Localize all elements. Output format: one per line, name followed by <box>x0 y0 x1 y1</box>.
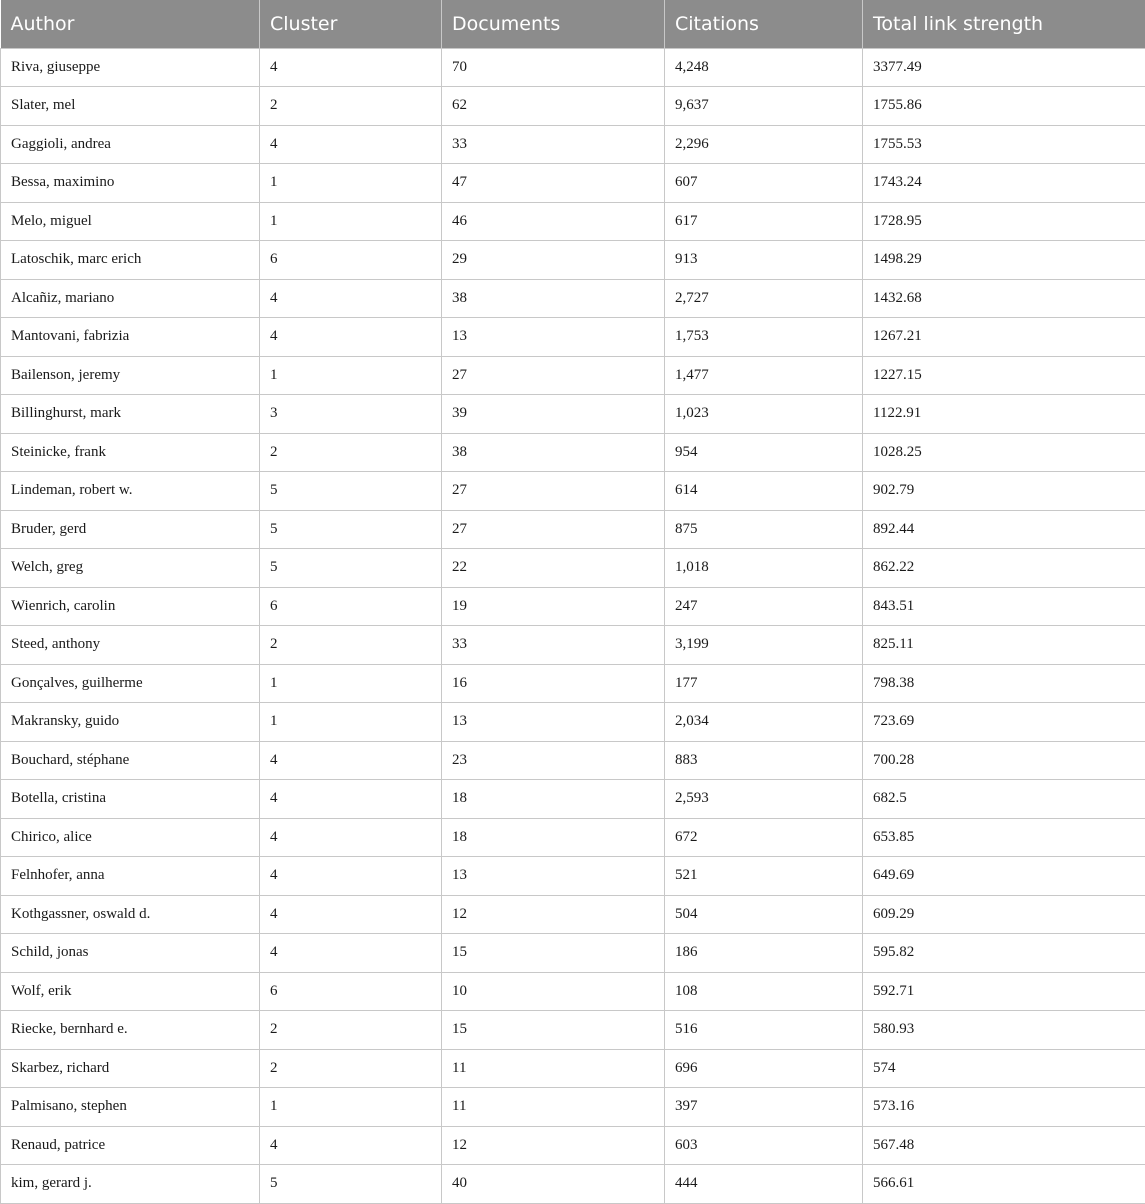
table-row <box>1 703 1145 742</box>
table-row <box>1 510 1145 549</box>
author-cell: Bailenson, jeremy <box>1 356 260 395</box>
total-link-strength-cell: 1432.68 <box>863 279 1145 318</box>
table-row <box>1 626 1145 665</box>
citations-cell: 108 <box>665 972 863 1011</box>
header-author: Author <box>1 0 260 48</box>
total-link-strength-cell: 595.82 <box>863 934 1145 973</box>
author-cell: Makransky, guido <box>1 703 260 742</box>
table-row <box>1 164 1145 203</box>
total-link-strength-cell: 843.51 <box>863 587 1145 626</box>
citations-cell: 913 <box>665 241 863 280</box>
table-row <box>1 1049 1145 1088</box>
total-link-strength-cell: 573.16 <box>863 1088 1145 1127</box>
citations-cell: 516 <box>665 1011 863 1050</box>
documents-cell: 19 <box>442 587 665 626</box>
cluster-cell: 1 <box>260 703 442 742</box>
cluster-cell: 5 <box>260 1165 442 1204</box>
header-row <box>1 0 1145 48</box>
total-link-strength-cell: 1743.24 <box>863 164 1145 203</box>
total-link-strength-cell: 798.38 <box>863 664 1145 703</box>
header-citations: Citations <box>665 0 863 48</box>
total-link-strength-cell: 1755.53 <box>863 125 1145 164</box>
cluster-cell: 4 <box>260 125 442 164</box>
table-row <box>1 433 1145 472</box>
documents-cell: 39 <box>442 395 665 434</box>
author-cell: Bessa, maximino <box>1 164 260 203</box>
author-cell: Mantovani, fabrizia <box>1 318 260 357</box>
cluster-cell: 5 <box>260 472 442 511</box>
cluster-cell: 6 <box>260 587 442 626</box>
table-body <box>1 48 1145 1203</box>
header-cluster: Cluster <box>260 0 442 48</box>
header-total-link-strength: Total link strength <box>863 0 1145 48</box>
total-link-strength-cell: 3377.49 <box>863 48 1145 87</box>
citations-cell: 1,018 <box>665 549 863 588</box>
total-link-strength-cell: 580.93 <box>863 1011 1145 1050</box>
documents-cell: 12 <box>442 895 665 934</box>
author-cell: Gonçalves, guilherme <box>1 664 260 703</box>
table-row <box>1 1088 1145 1127</box>
author-cell: Skarbez, richard <box>1 1049 260 1088</box>
documents-cell: 22 <box>442 549 665 588</box>
citations-cell: 1,477 <box>665 356 863 395</box>
citations-cell: 444 <box>665 1165 863 1204</box>
cluster-cell: 2 <box>260 1011 442 1050</box>
citations-cell: 607 <box>665 164 863 203</box>
documents-cell: 15 <box>442 934 665 973</box>
cluster-cell: 5 <box>260 549 442 588</box>
table-row <box>1 587 1145 626</box>
cluster-cell: 1 <box>260 1088 442 1127</box>
author-cell: Latoschik, marc erich <box>1 241 260 280</box>
total-link-strength-cell: 825.11 <box>863 626 1145 665</box>
citations-cell: 397 <box>665 1088 863 1127</box>
table-row <box>1 972 1145 1011</box>
citations-cell: 1,023 <box>665 395 863 434</box>
cluster-cell: 1 <box>260 356 442 395</box>
cluster-cell: 1 <box>260 664 442 703</box>
table-row <box>1 356 1145 395</box>
table-row <box>1 318 1145 357</box>
citations-cell: 672 <box>665 818 863 857</box>
total-link-strength-cell: 609.29 <box>863 895 1145 934</box>
table-row <box>1 87 1145 126</box>
cluster-cell: 4 <box>260 857 442 896</box>
author-cell: Slater, mel <box>1 87 260 126</box>
author-cell: Riva, giuseppe <box>1 48 260 87</box>
total-link-strength-cell: 700.28 <box>863 741 1145 780</box>
cluster-cell: 4 <box>260 318 442 357</box>
documents-cell: 10 <box>442 972 665 1011</box>
documents-cell: 11 <box>442 1088 665 1127</box>
documents-cell: 27 <box>442 472 665 511</box>
documents-cell: 27 <box>442 356 665 395</box>
total-link-strength-cell: 723.69 <box>863 703 1145 742</box>
author-cell: Renaud, patrice <box>1 1126 260 1165</box>
documents-cell: 40 <box>442 1165 665 1204</box>
author-cell: Alcañiz, mariano <box>1 279 260 318</box>
documents-cell: 18 <box>442 818 665 857</box>
table-row <box>1 857 1145 896</box>
table-row <box>1 395 1145 434</box>
author-cell: Kothgassner, oswald d. <box>1 895 260 934</box>
citations-cell: 3,199 <box>665 626 863 665</box>
total-link-strength-cell: 567.48 <box>863 1126 1145 1165</box>
table-row <box>1 818 1145 857</box>
table-header <box>1 0 1145 48</box>
cluster-cell: 4 <box>260 48 442 87</box>
citations-cell: 2,034 <box>665 703 863 742</box>
table-row <box>1 549 1145 588</box>
documents-cell: 23 <box>442 741 665 780</box>
citations-cell: 4,248 <box>665 48 863 87</box>
documents-cell: 47 <box>442 164 665 203</box>
citations-cell: 696 <box>665 1049 863 1088</box>
table-row <box>1 1126 1145 1165</box>
table-row <box>1 125 1145 164</box>
author-cell: Welch, greg <box>1 549 260 588</box>
author-cell: Schild, jonas <box>1 934 260 973</box>
cluster-cell: 1 <box>260 164 442 203</box>
author-cell: Gaggioli, andrea <box>1 125 260 164</box>
table-row <box>1 472 1145 511</box>
total-link-strength-cell: 566.61 <box>863 1165 1145 1204</box>
total-link-strength-cell: 649.69 <box>863 857 1145 896</box>
total-link-strength-cell: 1755.86 <box>863 87 1145 126</box>
cluster-cell: 6 <box>260 972 442 1011</box>
cluster-cell: 4 <box>260 1126 442 1165</box>
author-cell: Wolf, erik <box>1 972 260 1011</box>
cluster-cell: 2 <box>260 626 442 665</box>
citations-cell: 177 <box>665 664 863 703</box>
total-link-strength-cell: 1728.95 <box>863 202 1145 241</box>
author-cell: Felnhofer, anna <box>1 857 260 896</box>
table-row <box>1 48 1145 87</box>
total-link-strength-cell: 902.79 <box>863 472 1145 511</box>
documents-cell: 11 <box>442 1049 665 1088</box>
author-cell: Lindeman, robert w. <box>1 472 260 511</box>
citations-cell: 614 <box>665 472 863 511</box>
total-link-strength-cell: 653.85 <box>863 818 1145 857</box>
author-cell: Billinghurst, mark <box>1 395 260 434</box>
total-link-strength-cell: 1028.25 <box>863 433 1145 472</box>
cluster-cell: 5 <box>260 510 442 549</box>
cluster-cell: 4 <box>260 895 442 934</box>
citations-cell: 2,296 <box>665 125 863 164</box>
cluster-cell: 1 <box>260 202 442 241</box>
cluster-cell: 2 <box>260 1049 442 1088</box>
citations-cell: 883 <box>665 741 863 780</box>
cluster-cell: 4 <box>260 780 442 819</box>
documents-cell: 13 <box>442 318 665 357</box>
author-cell: Steed, anthony <box>1 626 260 665</box>
citations-cell: 247 <box>665 587 863 626</box>
table-row <box>1 279 1145 318</box>
author-cell: Steinicke, frank <box>1 433 260 472</box>
documents-cell: 38 <box>442 433 665 472</box>
table-row <box>1 202 1145 241</box>
citations-cell: 186 <box>665 934 863 973</box>
author-cell: Wienrich, carolin <box>1 587 260 626</box>
documents-cell: 29 <box>442 241 665 280</box>
documents-cell: 13 <box>442 703 665 742</box>
total-link-strength-cell: 574 <box>863 1049 1145 1088</box>
citations-cell: 9,637 <box>665 87 863 126</box>
total-link-strength-cell: 1498.29 <box>863 241 1145 280</box>
documents-cell: 62 <box>442 87 665 126</box>
documents-cell: 33 <box>442 626 665 665</box>
citations-cell: 954 <box>665 433 863 472</box>
total-link-strength-cell: 1122.91 <box>863 395 1145 434</box>
documents-cell: 13 <box>442 857 665 896</box>
cluster-cell: 6 <box>260 241 442 280</box>
author-cell: Palmisano, stephen <box>1 1088 260 1127</box>
table-row <box>1 934 1145 973</box>
documents-cell: 70 <box>442 48 665 87</box>
documents-cell: 33 <box>442 125 665 164</box>
table-row <box>1 780 1145 819</box>
author-cell: kim, gerard j. <box>1 1165 260 1204</box>
cluster-cell: 4 <box>260 934 442 973</box>
documents-cell: 18 <box>442 780 665 819</box>
documents-cell: 16 <box>442 664 665 703</box>
documents-cell: 15 <box>442 1011 665 1050</box>
total-link-strength-cell: 862.22 <box>863 549 1145 588</box>
documents-cell: 27 <box>442 510 665 549</box>
citations-cell: 1,753 <box>665 318 863 357</box>
author-cell: Melo, miguel <box>1 202 260 241</box>
documents-cell: 38 <box>442 279 665 318</box>
table-row <box>1 895 1145 934</box>
citations-cell: 2,593 <box>665 780 863 819</box>
total-link-strength-cell: 592.71 <box>863 972 1145 1011</box>
cluster-cell: 4 <box>260 279 442 318</box>
author-cell: Bruder, gerd <box>1 510 260 549</box>
cluster-cell: 2 <box>260 87 442 126</box>
citations-cell: 875 <box>665 510 863 549</box>
total-link-strength-cell: 1227.15 <box>863 356 1145 395</box>
author-cell: Botella, cristina <box>1 780 260 819</box>
table-row <box>1 241 1145 280</box>
table-row <box>1 1165 1145 1204</box>
cluster-cell: 4 <box>260 741 442 780</box>
documents-cell: 12 <box>442 1126 665 1165</box>
documents-cell: 46 <box>442 202 665 241</box>
citations-cell: 504 <box>665 895 863 934</box>
total-link-strength-cell: 1267.21 <box>863 318 1145 357</box>
cluster-cell: 2 <box>260 433 442 472</box>
total-link-strength-cell: 892.44 <box>863 510 1145 549</box>
header-documents: Documents <box>442 0 665 48</box>
author-cell: Riecke, bernhard e. <box>1 1011 260 1050</box>
table-row <box>1 741 1145 780</box>
total-link-strength-cell: 682.5 <box>863 780 1145 819</box>
citations-cell: 603 <box>665 1126 863 1165</box>
table-row <box>1 664 1145 703</box>
cluster-cell: 4 <box>260 818 442 857</box>
citations-cell: 521 <box>665 857 863 896</box>
cluster-cell: 3 <box>260 395 442 434</box>
table-row <box>1 1011 1145 1050</box>
author-cell: Chirico, alice <box>1 818 260 857</box>
author-cell: Bouchard, stéphane <box>1 741 260 780</box>
citations-cell: 617 <box>665 202 863 241</box>
citations-cell: 2,727 <box>665 279 863 318</box>
